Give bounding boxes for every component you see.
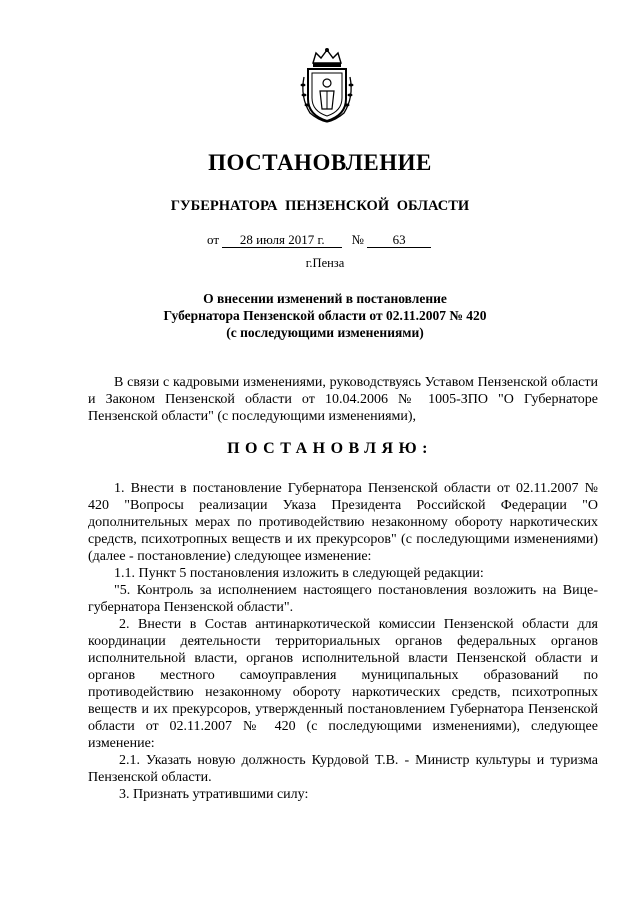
number-prefix: №	[351, 232, 364, 247]
date-number-line	[207, 232, 431, 248]
document-heading	[130, 290, 520, 341]
heading-line: О внесении изменений в постановление	[203, 291, 447, 306]
decree-word: ПОСТАНОВЛЯЮ:	[227, 440, 433, 457]
paragraph-1-1-text: "5. Контроль за исполнением настоящего постановления возложить на Вице-губернатора Пензенской области".	[88, 583, 598, 615]
issuer-title: ГУБЕРНАТОРА ПЕНЗЕНСКОЙ ОБЛАСТИ	[170, 198, 470, 214]
date-prefix: от	[207, 232, 220, 247]
city: г.Пенза	[305, 256, 345, 270]
paragraph-1: 1. Внести в постановление Губернатора Пензенской области от 02.11.2007 № 420 "Вопросы реализации Указа Президента Российской Федерации "О дополнительных мерах по противодействию незаконному обороту наркотических средств, психотропных веществ и их прекурсоров" (с последующими изменениями) (далее - постановление) следующее изменение:	[88, 481, 598, 564]
penza-coat-of-arms-icon	[296, 47, 358, 123]
number-value: 63	[367, 233, 431, 248]
date-value: 28 июля 2017 г.	[222, 233, 342, 248]
preamble	[88, 374, 598, 425]
document-title: ПОСТАНОВЛЕНИЕ	[208, 150, 432, 175]
document-body	[88, 480, 598, 803]
paragraph-2-1: 2.1. Указать новую должность Курдовой Т.В. - Министр культуры и туризма Пензенской области.	[88, 753, 598, 785]
heading-line: Губернатора Пензенской области от 02.11.2007 № 420	[163, 308, 487, 323]
paragraph-1-1: 1.1. Пункт 5 постановления изложить в следующей редакции:	[114, 566, 484, 581]
paragraph-2: 2. Внести в Состав антинаркотической комиссии Пензенской области для координации деятельности территориальных органов федеральных органов исполнительной власти, органов исполнительной власти Пензенской области и органов местного самоуправления муниципальных образований по противодействию незаконному обороту наркотических средств, психотропных веществ и их прекурсоров, утвержденный постановлением Губернатора Пензенской области от 02.11.2007 № 420 (с последующими изменениями), следующее изменение:	[88, 617, 598, 751]
heading-line: (с последующими изменениями)	[226, 325, 424, 340]
paragraph-3: 3. Признать утратившими силу:	[119, 787, 309, 802]
preamble-text: В связи с кадровыми изменениями, руководствуясь Уставом Пензенской области и Законом Пензенской области от 10.04.2006 № 1005-ЗПО "О Губернаторе Пензенской области" (с последующими изменениями),	[88, 375, 598, 424]
